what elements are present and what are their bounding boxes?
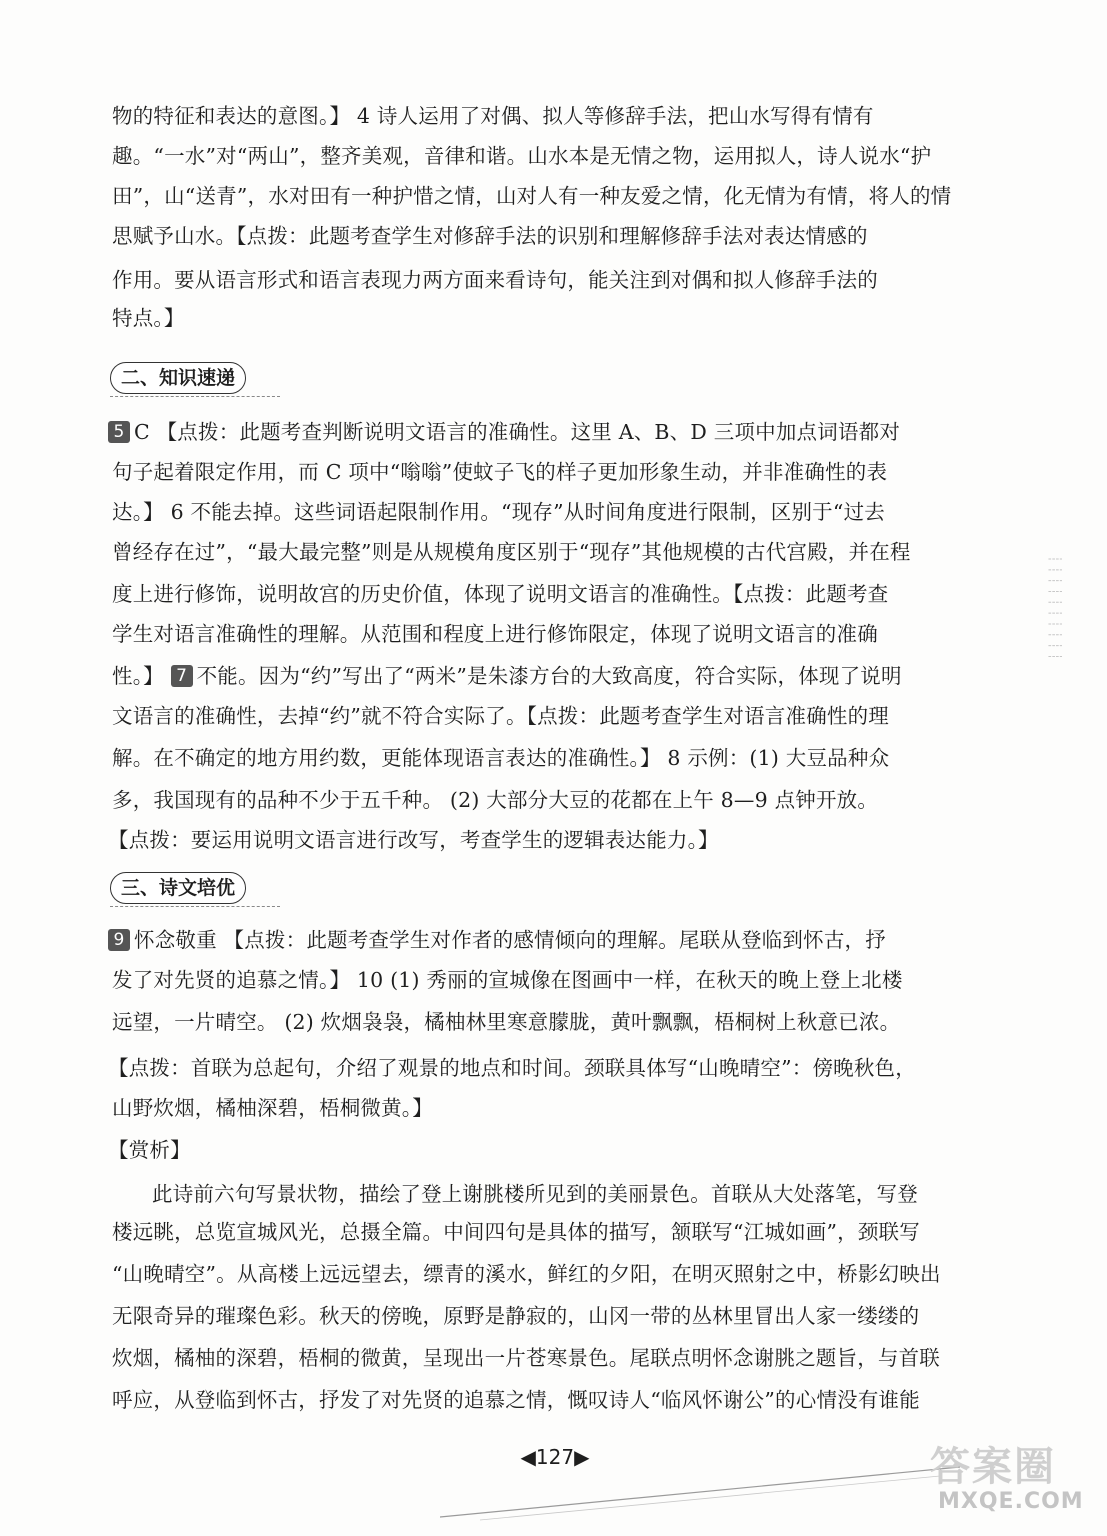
section-divider: [110, 906, 280, 907]
text-line: “山晚晴空”。从高楼上远远望去，缥青的溪水，鲜红的夕阳，在明灭照射之中，桥影幻映出: [112, 1262, 941, 1286]
watermark-text: 答案圈: [930, 1444, 1056, 1490]
page-number: ◀127▶: [520, 1445, 590, 1469]
text-line: 文语言的准确性，去掉“约”就不符合实际了。【点拨：此题考查学生对语言准确性的理: [112, 704, 890, 728]
question-number-badge: 5: [108, 421, 130, 443]
text-line: 物的特征和表达的意图。】 4 诗人运用了对偶、拟人等修辞手法，把山水写得有情有: [112, 104, 874, 128]
text-line: 达。】 6 不能去掉。这些词语起限制作用。“现存”从时间角度进行限制，区别于“过去: [112, 500, 885, 524]
text-line: 句子起着限定作用，而 C 项中“嗡嗡”使蚊子飞的样子更加形象生动，并非准确性的表: [112, 460, 888, 484]
text-line: 炊烟，橘柚的深碧，梧桐的微黄，呈现出一片苍寒景色。尾联点明怀念谢朓之题旨，与首联: [112, 1346, 940, 1370]
margin-decoration: ┊┊┊┊┊┊┊┊┊┊: [1047, 555, 1062, 664]
text-line: 作用。要从语言形式和语言表现力两方面来看诗句，能关注到对偶和拟人修辞手法的: [112, 268, 878, 292]
section-header-knowledge: [110, 360, 280, 398]
section-title: 三、诗文培优: [110, 872, 246, 904]
text-line: 楼远眺，总览宣城风光，总摄全篇。中间四句是具体的描写，颔联写“江城如画”，颈联写: [112, 1220, 920, 1244]
text-line: 【点拨：首联为总起句，介绍了观景的地点和时间。颈联具体写“山晚晴空”：傍晚秋色，: [108, 1056, 916, 1080]
text-line: 发了对先贤的追慕之情。】 10 (1) 秀丽的宣城像在图画中一样，在秋天的晚上登上北楼: [112, 968, 903, 992]
text-line: 学生对语言准确性的理解。从范围和程度上进行修饰限定，体现了说明文语言的准确: [112, 622, 878, 646]
text-line: 多，我国现有的品种不少于五千种。 (2) 大部分大豆的花都在上午 8—9 点钟开放。: [112, 788, 879, 812]
text-line: 曾经存在过”，“最大最完整”则是从规模角度区别于“现存”其他规模的古代宫殿，并在程: [112, 540, 911, 564]
answer-text: 性。】: [112, 664, 164, 688]
text-line: 无限奇异的璀璨色彩。秋天的傍晚，原野是静寂的，山冈一带的丛林里冒出人家一缕缕的: [112, 1304, 920, 1328]
text-line: 趣。“一水”对“两山”，整齐美观，音律和谐。山水本是无情之物，运用拟人，诗人说水“护: [112, 144, 932, 168]
text-line: 远望，一片晴空。 (2) 炊烟袅袅，橘柚林里寒意朦胧，黄叶飘飘，梧桐树上秋意已浓。: [112, 1010, 901, 1034]
text-line: 度上进行修饰，说明故宫的历史价值，体现了说明文语言的准确性。【点拨：此题考查: [112, 582, 889, 606]
question-number-badge: 9: [108, 929, 130, 951]
watermark-url: MXQE.COM: [938, 1489, 1084, 1514]
answer-text: C 【点拨：此题考查判断说明文语言的准确性。这里 A、B、D 三项中加点词语都对: [134, 420, 901, 444]
text-line: 呼应，从登临到怀古，抒发了对先贤的追慕之情，慨叹诗人“临风怀谢公”的心情没有谁能: [112, 1388, 920, 1412]
question-9-line: [108, 922, 978, 958]
text-line: 思赋予山水。【点拨：此题考查学生对修辞手法的识别和理解修辞手法对表达情感的: [112, 224, 868, 248]
question-number-badge: 7: [171, 665, 193, 687]
text-line: 田”，山“送青”，水对田有一种护惜之情，山对人有一种友爱之情，化无情为有情，将人的情: [112, 184, 952, 208]
section-divider: [110, 396, 280, 397]
appreciation-label: 【赏析】: [108, 1138, 191, 1162]
text-line: 此诗前六句写景状物，描绘了登上谢朓楼所见到的美丽景色。首联从大处落笔，写登: [152, 1182, 918, 1206]
watermark-logo: [930, 1435, 1090, 1525]
page-curl-decoration: [440, 1462, 960, 1522]
section-title: 二、知识速递: [110, 362, 246, 394]
text-line: 解。在不确定的地方用约数，更能体现语言表达的准确性。】 8 示例：(1) 大豆品种众: [112, 746, 890, 770]
question-5-line: [108, 414, 978, 450]
section-header-poetry: [110, 870, 280, 908]
text-line: 【点拨：要运用说明文语言进行改写，考查学生的逻辑表达能力。】: [108, 828, 719, 852]
text-line: 山野炊烟，橘柚深碧，梧桐微黄。】: [112, 1096, 433, 1120]
answer-text: 不能。因为“约”写出了“两米”是朱漆方台的大致高度，符合实际，体现了说明: [196, 664, 902, 688]
answer-text: 怀念敬重 【点拨：此题考查学生对作者的感情倾向的理解。尾联从登临到怀古，抒: [134, 928, 886, 952]
text-line: 特点。】: [112, 306, 185, 330]
question-7-line: [112, 658, 982, 694]
